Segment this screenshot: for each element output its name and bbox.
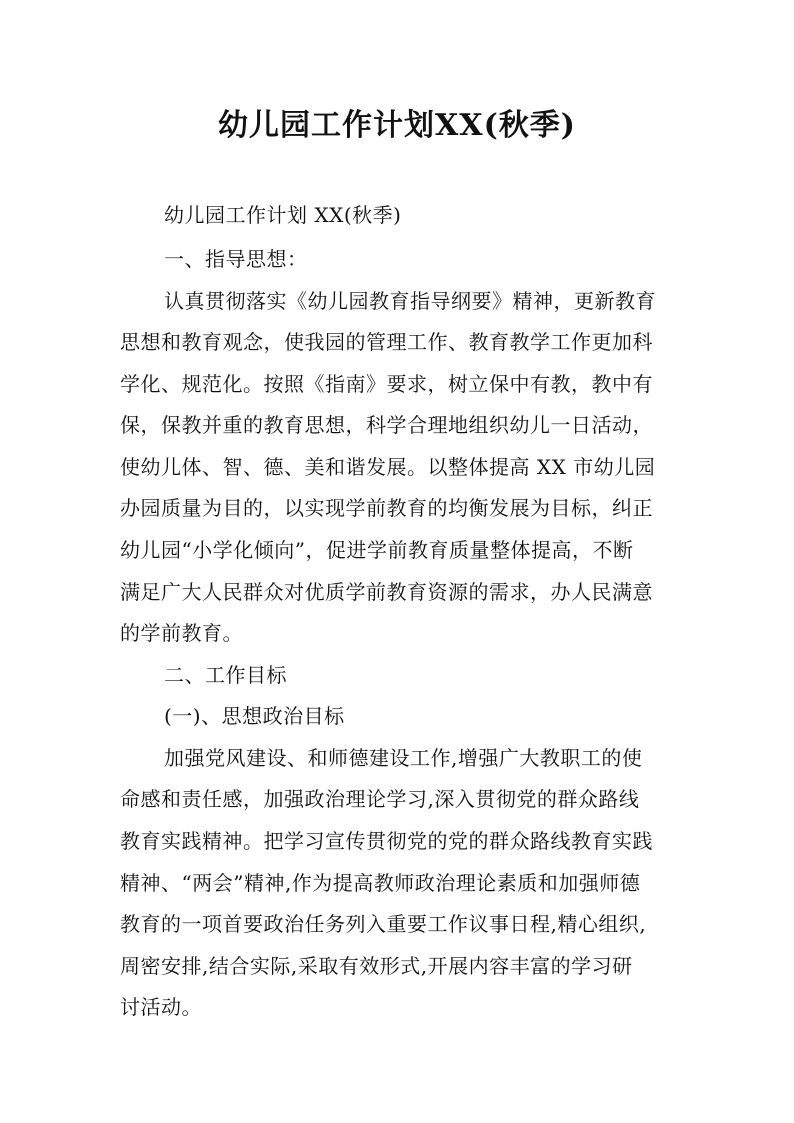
document-title: 幼儿园工作计划XX(秋季) [218,108,576,143]
paragraph-line: 的学前教育。 [120,621,243,645]
section-heading-1: 一、指导思想： [164,247,308,271]
subtitle-line: 幼儿园工作计划 XX(秋季) [164,203,402,227]
paragraph-line: 使幼儿体、智、德、美和谐发展。以整体提高 XX 市幼儿园 [120,455,656,479]
paragraph-line: 加强党风建设、和师德建设工作,增强广大教职工的使 [164,746,643,770]
paragraph-line: 满足广大人民群众对优质学前教育资源的需求，办人民满意 [120,580,653,604]
paragraph-line: 学化、规范化。按照《指南》要求，树立保中有教，教中有 [120,372,653,396]
paragraph-line: 认真贯彻落实《幼儿园教育指导纲要》精神，更新教育 [164,289,656,313]
paragraph-line: 幼儿园“小学化倾向”，促进学前教育质量整体提高，不断 [120,538,634,562]
paragraph-line: 保，保教并重的教育思想，科学合理地组织幼儿一日活动， [120,413,653,437]
paragraph-line: 命感和责任感，加强政治理论学习,深入贯彻党的群众路线 [120,787,640,811]
paragraph-line: 教育实践精神。把学习宣传贯彻党的党的群众路线教育实践 [120,829,653,853]
section-heading-2: 二、工作目标 [164,663,287,687]
paragraph-line: 周密安排,结合实际,采取有效形式,开展内容丰富的学习研 [120,954,633,978]
paragraph-line: 精神、“两会”精神,作为提高教师政治理论素质和加强师德 [120,871,641,895]
paragraph-line: 办园质量为目的，以实现学前教育的均衡发展为目标，纠正 [120,496,653,520]
subsection-heading: (一)、思想政治目标 [164,704,345,728]
paragraph-line: 教育的一项首要政治任务列入重要工作议事日程,精心组织, [120,912,647,936]
paragraph-line: 讨活动。 [120,995,202,1019]
paragraph-line: 思想和教育观念，使我园的管理工作、教育教学工作更加科 [120,330,653,354]
